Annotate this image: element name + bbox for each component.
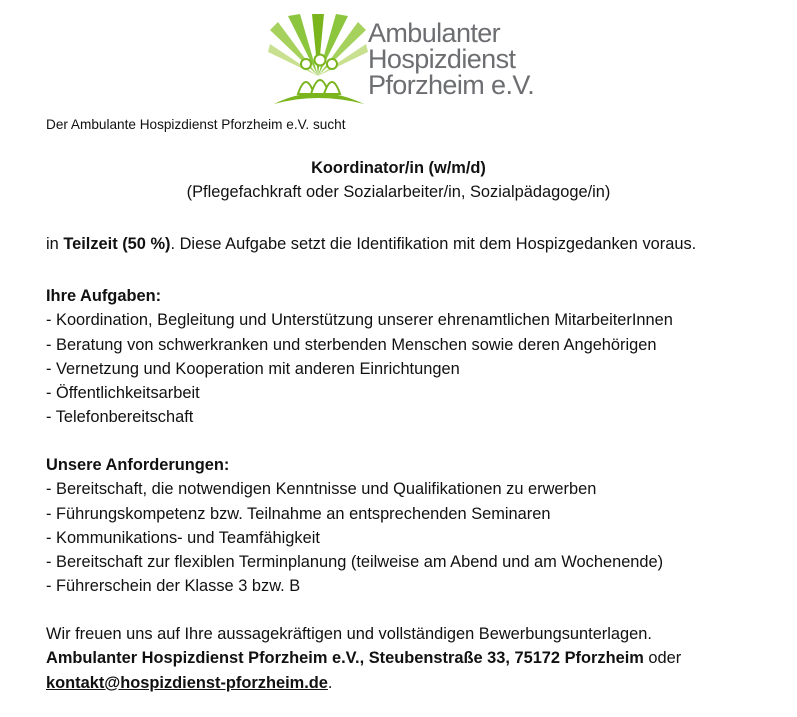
contact-line [46,646,681,670]
list-item: - Telefonbereitschaft [46,408,194,427]
list-item: - Führerschein der Klasse 3 bzw. B [46,577,301,596]
list-item: - Führungskompetenz bzw. Teilnahme an entsprechenden Seminaren [46,504,551,523]
list-item: - Bereitschaft, die notwendigen Kenntnisse und Qualifikationen zu erwerben [46,480,597,499]
position-subtitle: (Pflegefachkraft oder Sozialarbeiter/in, Sozialpädagoge/in) [186,183,611,202]
logo-line-1: Ambulanter [368,18,501,48]
position-title: Koordinator/in (w/m/d) [311,159,486,177]
logo-line-3: Pforzheim e.V. [368,70,535,100]
intro-line: Der Ambulante Hospizdienst Pforzheim e.V. sucht [46,117,346,132]
list-item: - Koordination, Begleitung und Unterstützung unserer ehrenamtlichen MitarbeiterInnen [46,311,673,330]
employment-type: Teilzeit (50 %) [63,235,171,253]
requirements-section [46,453,663,599]
email-line [46,671,681,695]
list-item: - Bereitschaft zur flexiblen Terminplanung (teilweise am Abend und am Wochenende) [46,553,664,572]
sunburst-people-logo-icon [268,14,368,110]
contact-or: oder [643,649,682,668]
list-item: - Vernetzung und Kooperation mit anderen Einrichtungen [46,359,460,378]
logo-wordmark [368,20,534,98]
requirements-heading: Unsere Anforderungen: [46,456,230,474]
tasks-section [46,284,673,430]
contact-address: Ambulanter Hospizdienst Pforzheim e.V., Steubenstraße 33, 75172 Pforzheim [46,649,644,668]
list-item: - Öffentlichkeitsarbeit [46,384,200,403]
tasks-heading: Ihre Aufgaben: [46,287,162,305]
email-link[interactable]: kontakt@hospizdienst-pforzheim.de [46,673,328,692]
closing-line: Wir freuen uns auf Ihre aussagekräftigen und vollständigen Bewerbungsunterlagen. [46,625,652,643]
list-item: - Kommunikations- und Teamfähigkeit [46,528,320,547]
employment-prefix: in [46,235,64,253]
closing-section [46,622,681,695]
list-item: - Beratung von schwerkranken und sterbenden Menschen sowie deren Angehörigen [46,335,657,354]
employment-line [46,232,696,256]
position-title-block [0,156,797,205]
logo-line-2: Hospizdienst [368,44,516,74]
email-period: . [327,673,333,692]
organization-logo [268,14,558,110]
employment-suffix: . Diese Aufgabe setzt die Identifikation mit dem Hospizgedanken voraus. [170,235,697,253]
